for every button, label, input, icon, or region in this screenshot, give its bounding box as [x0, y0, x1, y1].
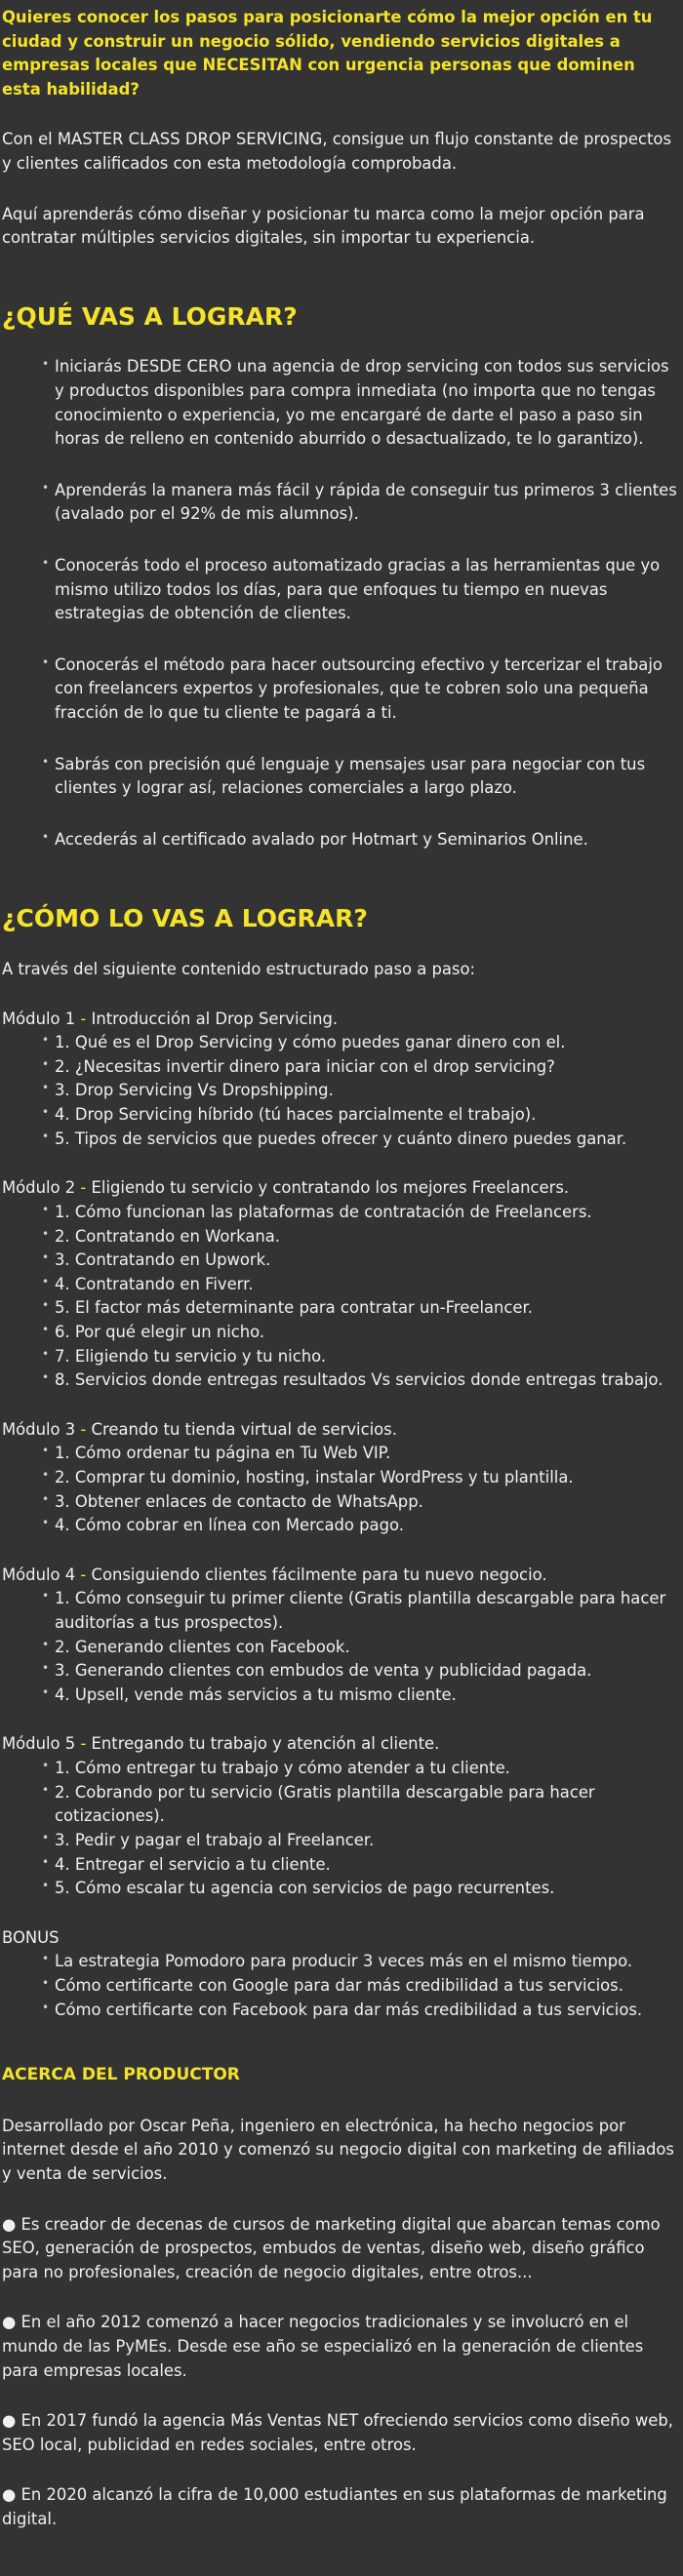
lesson-list — [2, 1442, 679, 1537]
lesson-list — [2, 1587, 679, 1707]
bullet-icon: • — [42, 1081, 50, 1095]
bullet-icon: • — [42, 1056, 50, 1071]
lesson-item: • 2. Comprar tu dominio, hosting, instalar WordPress y tu plantilla. — [42, 1467, 574, 1486]
intro-headline: Quieres conocer los pasos para posicionarte cómo la mejor opción en tu ciudad y construir un negocio sólido, vendiendo servicios digitales a empresas locales que NECESITAN con urgencia personas que dominen esta habilidad? — [2, 8, 653, 99]
module-title: Módulo 5 - Entregando tu trabajo y atención al cliente. — [2, 1734, 440, 1754]
module-1 — [2, 1008, 679, 1152]
lesson-item: • 1. Cómo entregar tu trabajo y cómo atender a tu cliente. — [42, 1759, 510, 1778]
lesson-item: • 3. Drop Servicing Vs Dropshipping. — [42, 1081, 334, 1100]
bullet-icon: • — [42, 1830, 50, 1844]
module-title: Módulo 2 - Eligiendo tu servicio y contratando los mejores Freelancers. — [2, 1178, 570, 1198]
bullet-icon: • — [42, 1226, 50, 1241]
bullet-icon: • — [42, 357, 50, 372]
lesson-item: • 6. Por qué elegir un nicho. — [42, 1322, 265, 1341]
bullet-icon: • — [42, 1975, 50, 1990]
bullet-icon: • — [42, 1250, 50, 1265]
how-intro: A través del siguiente contenido estructurado paso a paso: — [2, 960, 476, 979]
module-3 — [2, 1418, 679, 1538]
lesson-item: • 8. Servicios donde entregas resultados Vs servicios donde entregas trabajo. — [42, 1370, 663, 1390]
bullet-icon: • — [42, 1661, 50, 1676]
lesson-item: • 7. Eligiendo tu servicio y tu nicho. — [42, 1346, 327, 1366]
lesson-item: • 2. Cobrando por tu servicio (Gratis plantilla descargable para hacer cotizaciones). — [42, 1782, 595, 1826]
bullet-icon: • — [42, 1854, 50, 1869]
bullet-icon: • — [42, 1491, 50, 1506]
bullet-icon: • — [42, 556, 50, 571]
bullet-icon: • — [42, 654, 50, 669]
lesson-item: • 2. Generando clientes con Facebook. — [42, 1637, 350, 1656]
bullet-icon: • — [42, 1129, 50, 1143]
lesson-item: • 3. Pedir y pagar el trabajo al Freelancer. — [42, 1830, 375, 1849]
bullet-icon: • — [42, 829, 50, 844]
lesson-item: • 3. Obtener enlaces de contacto de WhatsApp. — [42, 1491, 423, 1511]
bullet-icon: • — [42, 2000, 50, 2014]
lesson-item: • 4. Drop Servicing híbrido (tú haces parcialmente el trabajo). — [42, 1105, 537, 1125]
lesson-list — [2, 1031, 679, 1151]
bullet-icon: • — [42, 1684, 50, 1699]
bullet-icon: • — [42, 1274, 50, 1288]
bullet-icon: • — [42, 1444, 50, 1458]
goal-item: • Iniciarás DESDE CERO una agencia de drop servicing con todos sus servicios y productos disponibles para compra inmediata (no importa que no tengas conocimiento o experiencia, yo me encargaré de darte el paso a paso sin horas de relleno en contenido aburrido o desactualizado, te lo garantizo). — [42, 357, 669, 449]
bullet-icon: • — [42, 1033, 50, 1048]
goals-list — [2, 355, 679, 852]
bullet-icon: • — [42, 1516, 50, 1530]
lesson-item: • Cómo certificarte con Google para dar más credibilidad a tus servicios. — [42, 1975, 623, 1995]
lesson-item: • 1. Cómo conseguir tu primer cliente (Gratis plantilla descargable para hacer auditorías a tus prospectos). — [42, 1589, 666, 1633]
bullet-icon: • — [42, 1637, 50, 1651]
goals-heading: ¿QUÉ VAS A LOGRAR? — [2, 301, 298, 331]
lesson-item: • 4. Upsell, vende más servicios a tu mismo cliente. — [42, 1684, 457, 1704]
how-heading: ¿CÓMO LO VAS A LOGRAR? — [2, 903, 368, 932]
lesson-item: • 5. Tipos de servicios que puedes ofrecer y cuánto dinero puedes ganar. — [42, 1129, 627, 1148]
author-paragraph: ● En el año 2012 comenzó a hacer negocios tradicionales y se involucró en el mundo de las PyMEs. Desde ese año se especializó en la generación de clientes para empresas locales. — [2, 2313, 644, 2380]
bullet-icon: • — [42, 1589, 50, 1604]
lesson-list — [2, 1201, 679, 1393]
bullet-icon: • — [42, 754, 50, 769]
lesson-item: • 4. Contratando en Fiverr. — [42, 1274, 254, 1293]
bonus-module — [2, 1926, 679, 2022]
author-paragraph: Desarrollado por Oscar Peña, ingeniero en electrónica, ha hecho negocios por internet desde el año 2010 y comenzó su negocio digital con marketing de afiliados y venta de servicios. — [2, 2116, 674, 2183]
lesson-item: • Cómo certificarte con Facebook para dar más credibilidad a tus servicios. — [42, 2000, 643, 2019]
goal-item: • Accederás al certificado avalado por Hotmart y Seminarios Online. — [42, 829, 588, 849]
bullet-icon: • — [42, 1370, 50, 1385]
module-4 — [2, 1564, 679, 1708]
lesson-item: • 5. El factor más determinante para contratar un-Freelancer. — [42, 1298, 533, 1318]
bullet-icon: • — [42, 1298, 50, 1313]
lesson-list — [2, 1950, 679, 2022]
bullet-icon: • — [42, 480, 50, 495]
lesson-item: • 1. Cómo funcionan las plataformas de contratación de Freelancers. — [42, 1202, 592, 1221]
lesson-item: • 2. ¿Necesitas invertir dinero para iniciar con el drop servicing? — [42, 1056, 555, 1076]
lesson-item: • 4. Cómo cobrar en línea con Mercado pago. — [42, 1516, 404, 1535]
module-title: Módulo 3 - Creando tu tienda virtual de servicios. — [2, 1419, 397, 1439]
author-heading: ACERCA DEL PRODUCTOR — [2, 2065, 240, 2085]
goal-item: • Conocerás todo el proceso automatizado gracias a las herramientas que yo mismo utilizo todos los días, para que enfoques tu tiempo en nuevas estrategias de obtención de clientes. — [42, 556, 661, 623]
intro-paragraph-2: Aquí aprenderás cómo diseñar y posicionar tu marca como la mejor opción para contratar múltiples servicios digitales, sin importar tu experiencia. — [2, 204, 645, 248]
goal-item: • Conocerás el método para hacer outsourcing efectivo y tercerizar el trabajo con freelancers expertos y profesionales, que te cobren solo una pequeña fracción de lo que tu cliente te pagará a ti. — [42, 654, 663, 723]
module-title: BONUS — [2, 1927, 60, 1947]
lesson-item: • La estrategia Pomodoro para producir 3 veces más en el mismo tiempo. — [42, 1952, 633, 1971]
intro-paragraph-1: Con el MASTER CLASS DROP SERVICING, consigue un flujo constante de prospectos y clientes calificados con esta metodología comprobada. — [2, 130, 671, 174]
bullet-icon: • — [42, 1952, 50, 1966]
lesson-item: • 1. Cómo ordenar tu página en Tu Web VIP. — [42, 1444, 391, 1463]
bullet-icon: • — [42, 1202, 50, 1216]
goal-item: • Sabrás con precisión qué lenguaje y mensajes usar para negociar con tus clientes y lograr así, relaciones comerciales a largo plazo. — [42, 754, 646, 798]
module-5 — [2, 1732, 679, 1900]
module-title: Módulo 1 - Introducción al Drop Servicing. — [2, 1009, 339, 1028]
goal-item: • Aprenderás la manera más fácil y rápida de conseguir tus primeros 3 clientes (avalado por el 92% de mis alumnos). — [42, 480, 677, 524]
lesson-item: • 5. Cómo escalar tu agencia con servicios de pago recurrentes. — [42, 1879, 555, 1898]
lesson-item: • 3. Generando clientes con embudos de venta y publicidad pagada. — [42, 1661, 592, 1681]
bullet-icon: • — [42, 1467, 50, 1482]
author-paragraph: ● En 2020 alcanzó la cifra de 10,000 estudiantes en sus plataformas de marketing digital. — [2, 2485, 667, 2528]
module-title: Módulo 4 - Consiguiendo clientes fácilmente para tu nuevo negocio. — [2, 1565, 547, 1584]
bullet-icon: • — [42, 1782, 50, 1797]
bullet-icon: • — [42, 1879, 50, 1893]
bullet-icon: • — [42, 1346, 50, 1361]
module-2 — [2, 1176, 679, 1392]
lesson-item: • 4. Entregar el servicio a tu cliente. — [42, 1854, 331, 1874]
lesson-list — [2, 1757, 679, 1901]
author-paragraph: ● En 2017 fundó la agencia Más Ventas NET ofreciendo servicios como diseño web, SEO local, publicidad en redes sociales, entre otros. — [2, 2411, 673, 2454]
bullet-icon: • — [42, 1322, 50, 1336]
lesson-item: • 1. Qué es el Drop Servicing y cómo puedes ganar dinero con el. — [42, 1033, 566, 1052]
bullet-icon: • — [42, 1759, 50, 1773]
bullet-icon: • — [42, 1105, 50, 1120]
author-paragraph: ● Es creador de decenas de cursos de marketing digital que abarcan temas como SEO, generación de prospectos, embudos de ventas, diseño web, diseño gráfico para no profesionales, creación de negocio digitales, entre otros... — [2, 2214, 661, 2281]
lesson-item: • 2. Contratando en Workana. — [42, 1226, 281, 1246]
lesson-item: • 3. Contratando en Upwork. — [42, 1250, 271, 1270]
